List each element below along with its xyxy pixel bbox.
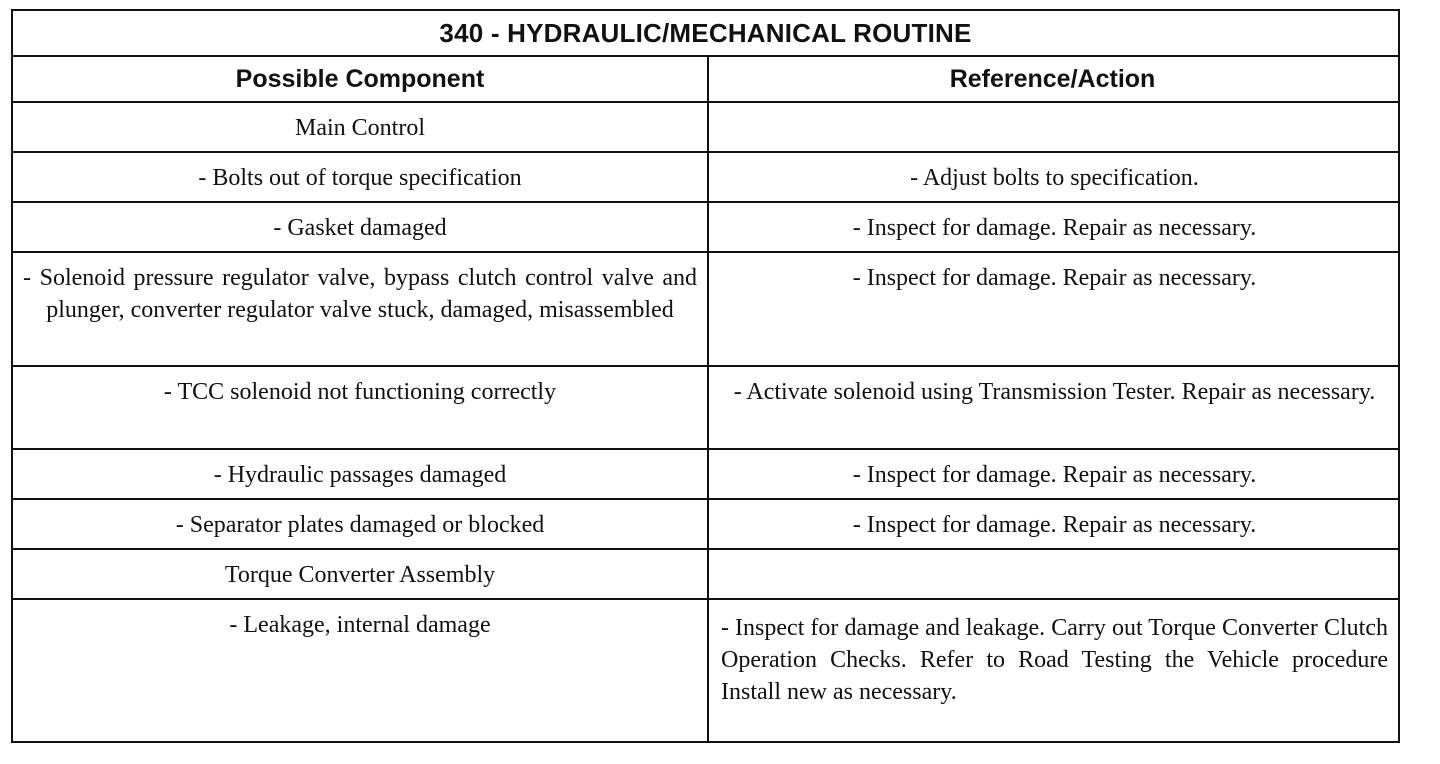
routine-table (11, 9, 1400, 743)
table-row (13, 550, 1398, 600)
action-cell: - Inspect for damage and leakage. Carry out Torque Converter Clutch Operation Checks. Refer to Road Testing the Vehicle procedure Install new as necessary. (721, 615, 1388, 705)
action-cell: - Inspect for damage. Repair as necessary. (852, 265, 1257, 291)
action-cell: - Inspect for damage. Repair as necessary. (852, 512, 1257, 538)
component-cell: - TCC solenoid not functioning correctly (163, 379, 557, 405)
table-row (13, 500, 1398, 550)
component-cell: - Gasket damaged (273, 215, 447, 241)
component-cell: - Hydraulic passages damaged (213, 462, 507, 488)
action-cell: - Inspect for damage. Repair as necessary. (852, 462, 1257, 488)
component-cell: - Bolts out of torque specification (198, 165, 522, 191)
action-cell: - Adjust bolts to specification. (910, 165, 1199, 191)
table-row (13, 367, 1398, 450)
table-title: 340 - HYDRAULIC/MECHANICAL ROUTINE (13, 11, 1398, 57)
action-cell (707, 103, 1398, 151)
header-row (13, 57, 1398, 103)
component-cell: Torque Converter Assembly (224, 562, 496, 588)
table-body (13, 103, 1398, 740)
table-row (13, 253, 1398, 367)
header-possible-component: Possible Component (235, 64, 485, 93)
action-cell: - Activate solenoid using Transmission Tester. Repair as necessary. (733, 379, 1376, 405)
header-reference-action: Reference/Action (949, 64, 1156, 93)
table-row (13, 203, 1398, 253)
action-cell: - Inspect for damage. Repair as necessary. (852, 215, 1257, 241)
table-row (13, 450, 1398, 500)
table-row (13, 103, 1398, 153)
component-cell: - Solenoid pressure regulator valve, bypass clutch control valve and plunger, converter regulator valve stuck, damaged, misassembled (23, 265, 697, 323)
component-cell: - Separator plates damaged or blocked (175, 512, 545, 538)
table-row (13, 600, 1398, 740)
action-cell (707, 550, 1398, 598)
table-row (13, 153, 1398, 203)
component-cell: Main Control (295, 115, 425, 141)
component-cell: - Leakage, internal damage (229, 612, 491, 638)
